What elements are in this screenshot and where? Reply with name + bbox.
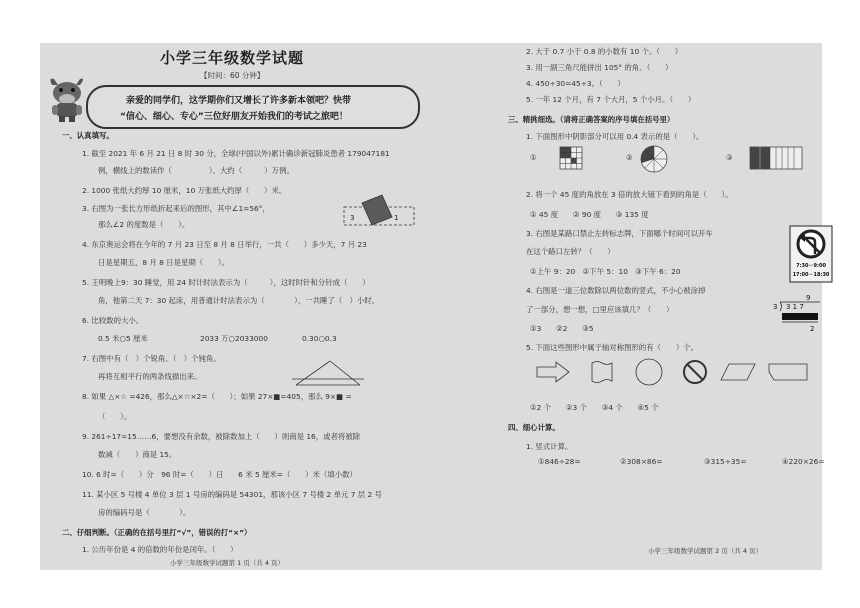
page-1-footer: 小学三年级数学试题第 1 页（共 4 页） [170,559,285,567]
judge-3-text: 3. 用一副三角尺能拼出 105° 的角。（ ） [526,63,673,72]
choice-3-line-1: 3. 右图是某路口禁止左转标志牌，下面哪个时间可以开车 [526,229,713,238]
sign-time-1: 7:30－9:00 [796,263,826,269]
q4-line-2: 日是星期五，8 月 8 日是星期（ ）。 [98,258,230,267]
choice-1-opt-1-label: ① [530,153,537,162]
q6-compare-c: 0.30○0.3 [302,334,337,343]
choice-4-options: ①3 ②2 ③5 [530,324,594,333]
cow-mascot-icon [44,75,90,123]
sign-time-2: 17:00－18:30 [792,272,830,278]
speech-bubble [86,85,420,129]
circle-shape-icon [634,357,664,387]
q9-line-2: 数减（ ）商是 15。 [98,450,177,459]
q5-line-1: 5. 王明晚上9：30 睡觉，用 24 时计时法表示为（ ），这时时针和分针成（ ） [82,278,370,287]
pentagon-shape-icon [768,361,808,383]
q7-line-1: 7. 右图中有（ ）个锐角、（ ）个钝角。 [82,354,221,363]
calc-item-4: ④220×26= [782,457,825,466]
choice-5-options: ①2 个 ②3 个 ③4 个 ④5 个 [530,403,659,412]
choice-1-opt-3-label: ③ [726,153,733,162]
q3-line-2: 那么∠2 的度数是（ ）。 [98,220,190,229]
choice-1-opt-2-label: ② [626,153,633,162]
q7-line-2: 再将互相平行的两条线描出来。 [98,372,202,381]
bubble-line-1: 亲爱的同学们，这学期你们又增长了许多新本领吧？快带 [126,96,352,106]
page-2 [498,43,830,570]
exam-sheet [40,43,830,570]
q4-line-1: 4. 东京奥运会将在今年的 7 月 23 日至 8 月 8 日举行，一共（ ）多少天，7 月 23 [82,240,367,249]
folded-paper-figure [342,195,418,229]
q10-text: 10. 6 时=（ ）分 96 时=（ ）日 6 米 5 厘米=（ ）米（填小数） [82,470,357,479]
grid-square-figure [560,147,582,169]
exam-title: 小学三年级数学试题 [160,49,305,67]
choice-4-line-2: 了一部分，想一想，□里应该填几？（ ） [526,305,674,314]
calc-item-2: ②308×86= [620,457,663,466]
fig3-label-angle-3: 3 [350,214,355,222]
arrow-shape-icon [536,361,570,383]
page-1 [40,43,490,570]
choice-1-text: 1. 下面图形中阴影部分可以用 0.4 表示的是（ ）。 [526,132,704,141]
q1-line-2: 例，横线上的数读作（ ）、大约（ ）万例。 [98,166,294,175]
parallelogram-shape-icon [720,363,756,381]
q3-line-1: 3. 右图为一张长方形纸折起来后的图形，其中∠1=56°， [82,204,270,213]
q6-text: 6. 比较数的大小。 [82,316,144,325]
calc-item-3: ③315÷35= [704,457,747,466]
q11-line-1: 11. 某小区 5 号楼 4 单位 3 层 1 号房的编码是 54301，那该小区 7 号楼 2 单元 7 层 2 号 [82,490,382,499]
q9-line-1: 9. 261÷17=15……6，要想没有余数，被除数加上（ ）则商是 16，或者将被除 [82,432,361,441]
exam-time: 【时间：60 分钟】 [200,71,265,80]
calc-1-text: 1. 竖式计算。 [526,442,573,451]
circle-sectors-figure [640,145,668,173]
judge-4-text: 4. 450÷30=45÷3。（ ） [526,79,625,88]
q8-line-2: （ ）。 [98,412,132,421]
choice-3-line-2: 在这个路口左转？（ ） [526,247,615,256]
angles-figure [290,357,366,389]
choice-2-text: 2. 将一个 45 度的角放在 3 倍的放大镜下看到的角是（ ）。 [526,190,733,199]
q2-text: 2. 1000 张纸大约厚 10 厘米，10 万张纸大约厚（ ）米。 [82,186,287,195]
choice-2-options: ① 45 度 ② 90 度 ③ 135 度 [530,210,649,219]
choice-5-text: 5. 下面这些图形中属于轴对称图形的有（ ）个。 [526,343,698,352]
division-quotient: 9 [806,294,811,302]
judge-1-text: 1. 公历年份是 4 的倍数的年份是闰年。（ ） [82,545,238,554]
q6-compare-b: 2033 万○2033000 [200,334,268,343]
choice-4-line-1: 4. 右图是一道三位数除以两位数的竖式，不小心被涂掉 [526,286,706,295]
judge-5-text: 5. 一年 12 个月，有 7 个大月，5 个小月。（ ） [526,95,696,104]
bubble-line-2: “信心、细心、专心”三位好朋友开始我们的考试之旅吧！ [120,112,348,122]
q5-line-2: 角，他第二天 7：30 起床，用普通计时法表示为（ ），一共睡了（ ）小时。 [98,296,380,305]
no-left-turn-sign-icon [790,226,832,282]
division-divisor: 3 [773,303,778,311]
division-remainder: 2 [810,325,815,333]
q11-line-2: 房的编码号是（ ）。 [98,508,191,517]
choice-3-options: ①上午 9：20 ②下午 5：10 ③下午 6：20 [530,267,681,276]
section-1-heading: 一、认真填写。 [62,131,114,140]
no-entry-sign-icon [682,359,708,385]
calc-item-1: ①846÷28= [538,457,581,466]
q8-line-1: 8. 如果 △×☆ =426，那么△×☆×2=（ ）；如果 27×■=405，那么 9×■ = [82,392,352,401]
section-2-heading: 二、仔细判断。（正确的在括号里打“√”，错误的打“×”） [62,528,252,537]
division-dividend: 3 1 7 [786,303,804,311]
q6-compare-a: 0.5 米○5 厘米 [98,334,148,343]
section-4-heading: 四、细心计算。 [508,423,560,432]
flag-shape-icon [590,359,614,385]
page-2-footer: 小学三年级数学试题第 2 页（共 4 页） [648,547,763,555]
section-3-heading: 三、精挑细选。（请将正确答案的序号填在括号里） [508,115,675,124]
judge-2-text: 2. 大于 0.7 小于 0.8 的小数有 10 个。（ ） [526,47,683,56]
q1-line-1: 1. 截至 2021 年 6 月 21 日 8 时 30 分，全球(中国以外)累计确诊新冠肺炎患者 179047181 [82,149,390,158]
fig3-label-angle-1: 1 [394,214,399,222]
bar-strip-figure [750,147,802,169]
long-division-figure [770,293,822,335]
